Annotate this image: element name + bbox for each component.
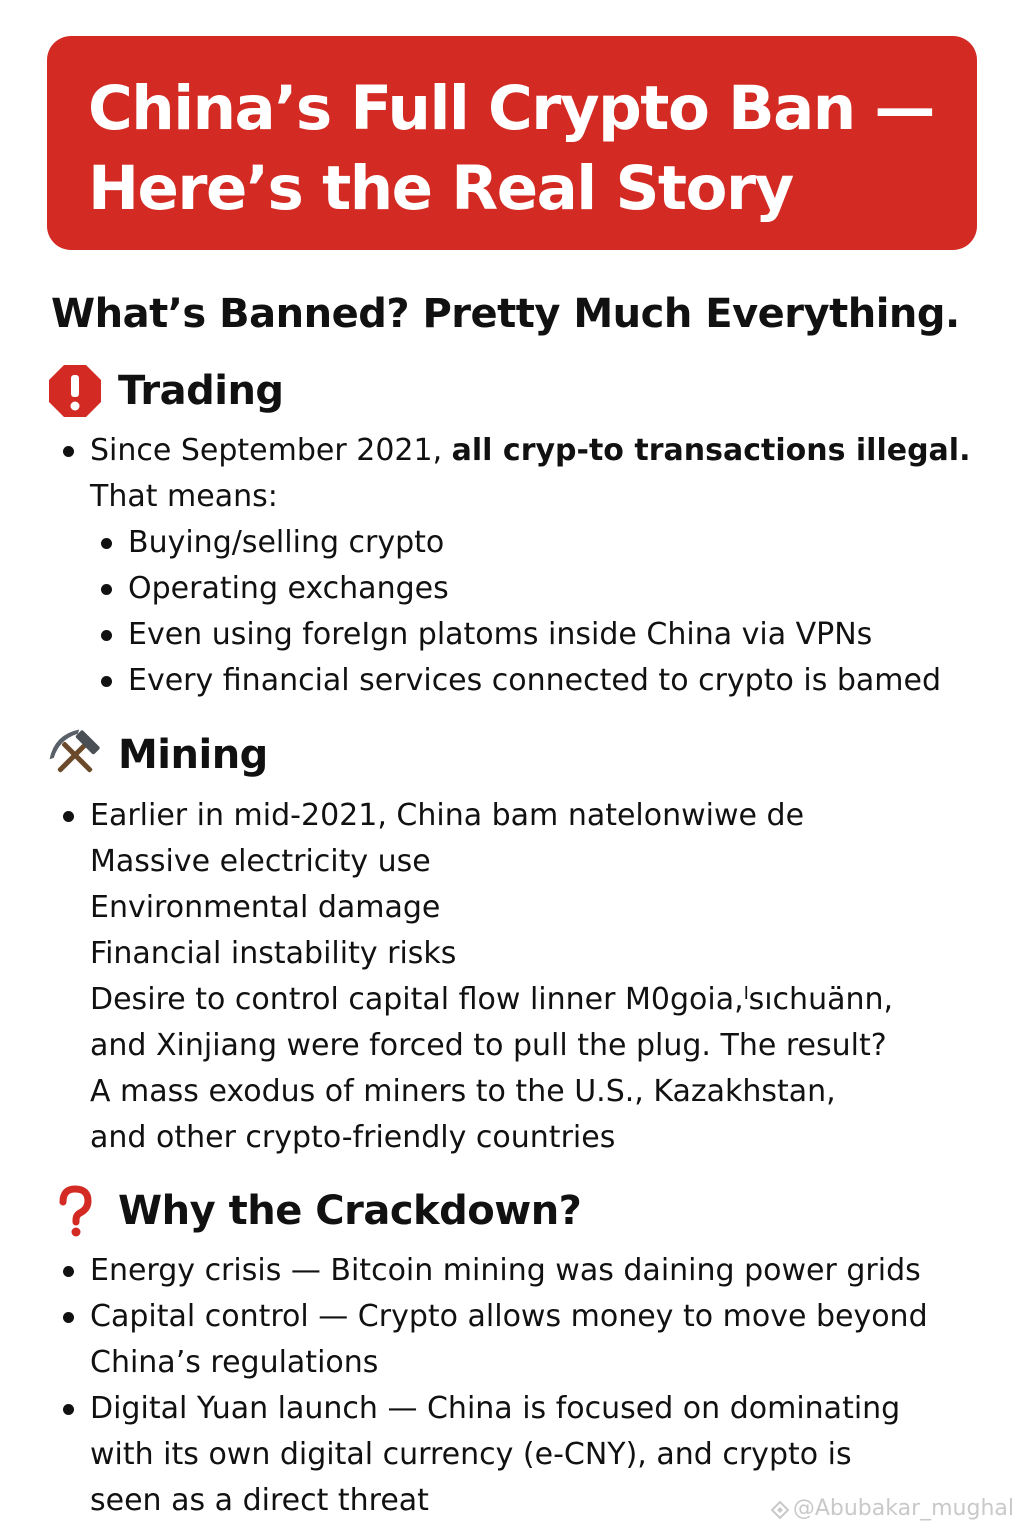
mining-line: Financial instability risks xyxy=(90,936,457,971)
crackdown-item-continued: seen as a direct threat xyxy=(90,1483,429,1518)
trading-heading xyxy=(48,363,284,419)
sub-bullet-dot xyxy=(101,538,112,549)
crackdown-item: Digital Yuan launch — China is focused on dominating xyxy=(90,1391,901,1426)
mining-line: Massive electricity use xyxy=(90,844,431,879)
crackdown-title: Why the Crackdown? xyxy=(118,1188,582,1234)
trading-intro xyxy=(90,428,970,474)
watermark xyxy=(771,1496,1014,1521)
trading-intro-emphasis: all cryp-to transactions illegal. xyxy=(451,433,971,468)
trading-item: Buying/selling crypto xyxy=(128,525,445,560)
bullet-dot xyxy=(63,1266,74,1277)
hammer-and-pick-icon xyxy=(48,728,102,782)
red-question-mark-icon xyxy=(48,1184,102,1238)
subheading: What’s Banned? Pretty Much Everything. xyxy=(51,291,960,337)
trading-intro-part-1: Since September 2021, xyxy=(90,433,452,468)
mining-line: Earlier in mid-2021, China bam natelonwiwe de xyxy=(90,798,805,833)
crackdown-item-continued: China’s regulations xyxy=(90,1345,379,1380)
crackdown-item-continued: with its own digital currency (e-CNY), and crypto is xyxy=(90,1437,852,1472)
sub-bullet-dot xyxy=(101,630,112,641)
mining-line: and Xinjiang were forced to pull the plug. The result? xyxy=(90,1028,887,1063)
bullet-dot xyxy=(63,1404,74,1415)
trading-intro-line-2: That means: xyxy=(90,479,278,514)
banner-title-line-1: China’s Full Crypto Ban — xyxy=(88,73,934,144)
trading-item: Every financial services connected to crypto is bamed xyxy=(128,663,942,698)
bullet-dot xyxy=(63,1312,74,1323)
trading-item: Operating exchanges xyxy=(128,571,449,606)
mining-line: and other crypto-friendly countries xyxy=(90,1120,616,1155)
mining-heading xyxy=(48,727,268,783)
title-banner xyxy=(47,36,977,250)
crackdown-item: Capital control — Crypto allows money to move beyond xyxy=(90,1299,928,1334)
bullet-dot xyxy=(63,811,74,822)
diamond-logo-icon xyxy=(771,1500,789,1518)
bullet-dot xyxy=(63,446,74,457)
mining-title: Mining xyxy=(118,732,268,778)
trading-title: Trading xyxy=(118,368,284,414)
watermark-text: @Abubakar_mughal xyxy=(792,1496,1014,1521)
trading-item: Even using foreIgn platoms inside China via VPNs xyxy=(128,617,873,652)
mining-line: Environmental damage xyxy=(90,890,441,925)
mining-line: A mass exodus of miners to the U.S., Kazakhstan, xyxy=(90,1074,836,1109)
crackdown-heading xyxy=(48,1183,581,1239)
sub-bullet-dot xyxy=(101,676,112,687)
crackdown-item: Energy crisis — Bitcoin mining was daining power grids xyxy=(90,1253,921,1288)
sub-bullet-dot xyxy=(101,584,112,595)
exclamation-octagon-icon xyxy=(48,364,102,418)
banner-title-line-2: Here’s the Real Story xyxy=(88,153,793,224)
mining-line: Desire to control capital flow linner M0goia,ˡsıchuänn, xyxy=(90,982,894,1017)
